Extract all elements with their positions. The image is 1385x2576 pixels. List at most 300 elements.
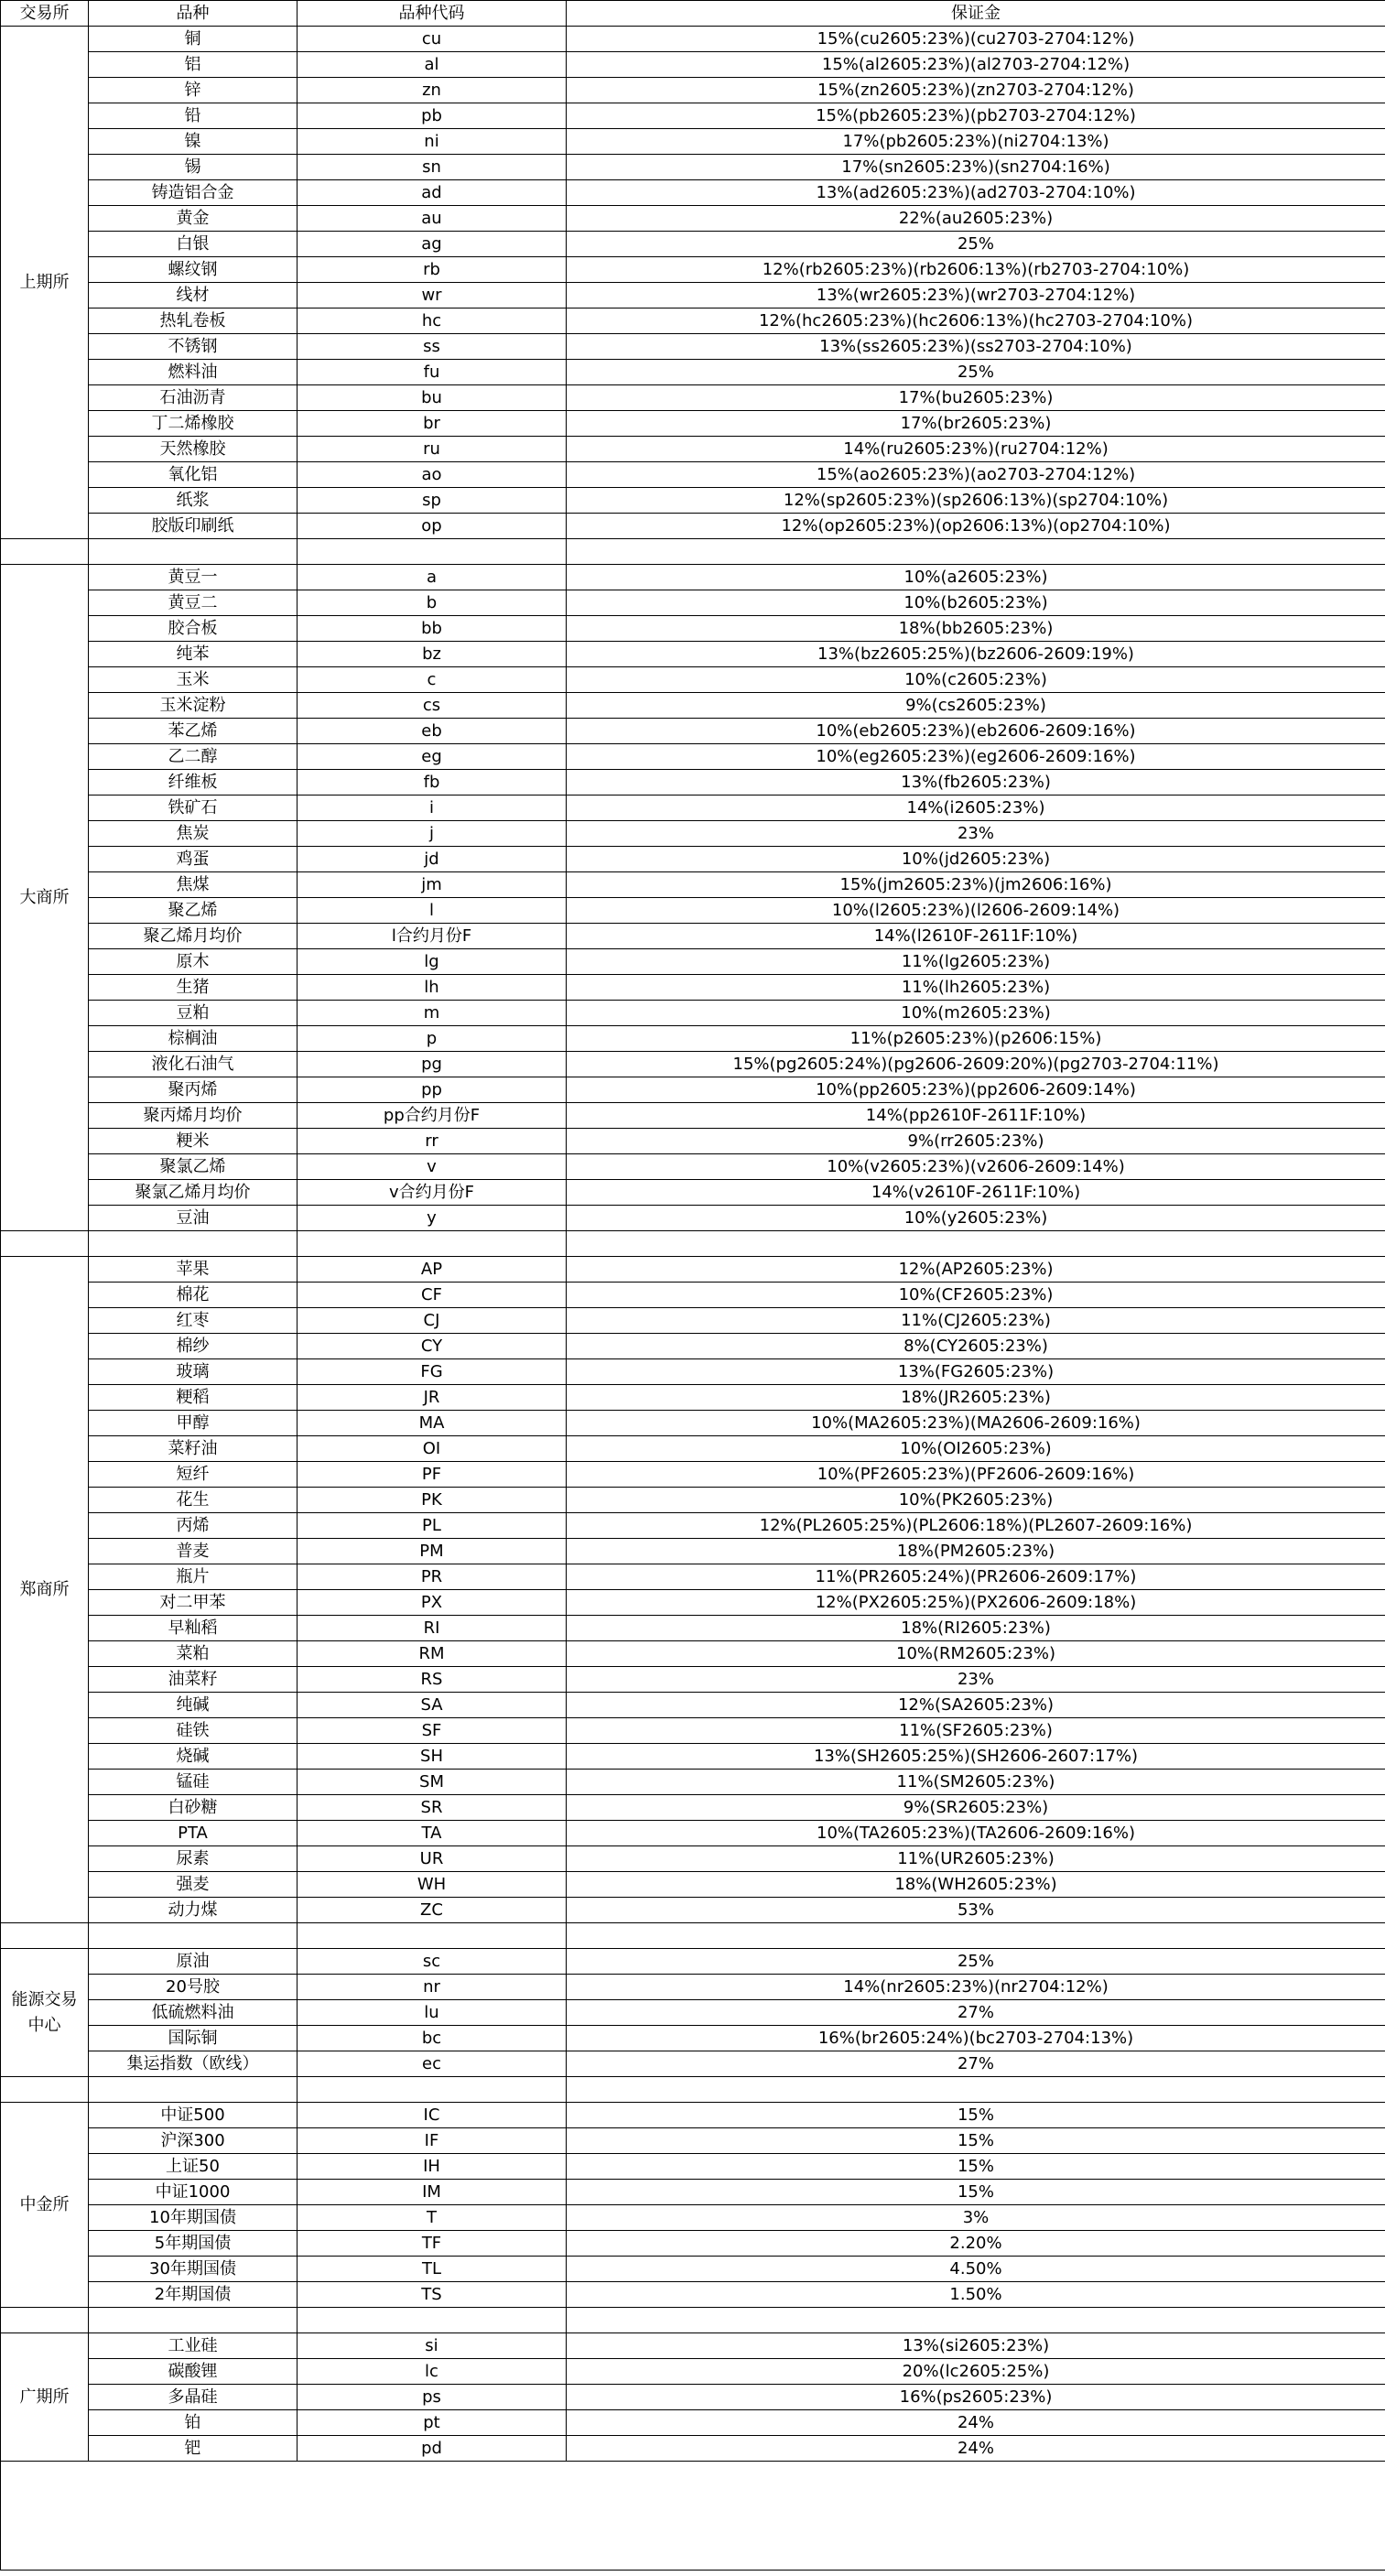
variety-cell: 氧化铝 (89, 462, 298, 488)
table-row (1, 1385, 1385, 1411)
code-cell: pt (298, 2410, 567, 2436)
margin-cell: 17%(bu2605:23%) (567, 385, 1385, 411)
variety-cell: 鸡蛋 (89, 847, 298, 872)
margin-cell: 14%(ru2605:23%)(ru2704:12%) (567, 437, 1385, 462)
variety-cell: 纸浆 (89, 488, 298, 514)
margin-cell: 14%(v2610F-2611F:10%) (567, 1180, 1385, 1206)
code-cell: i (298, 796, 567, 821)
code-cell: RM (298, 1641, 567, 1667)
variety-cell: 烧碱 (89, 1744, 298, 1770)
empty-cell (1, 2308, 89, 2333)
table-row (1, 2410, 1385, 2436)
code-cell: PL (298, 1513, 567, 1539)
code-cell: sn (298, 155, 567, 180)
margin-cell: 15%(ao2605:23%)(ao2703-2704:12%) (567, 462, 1385, 488)
variety-cell: 菜粕 (89, 1641, 298, 1667)
margin-cell: 14%(i2605:23%) (567, 796, 1385, 821)
variety-cell: 锌 (89, 78, 298, 103)
variety-cell: 上证50 (89, 2154, 298, 2180)
margin-cell: 10%(b2605:23%) (567, 590, 1385, 616)
table-row (1, 411, 1385, 437)
separator-row (1, 1923, 1385, 1949)
variety-cell: 铅 (89, 103, 298, 129)
code-cell: eg (298, 744, 567, 770)
empty-cell (1, 539, 89, 565)
code-cell: si (298, 2333, 567, 2359)
table-row (1, 847, 1385, 872)
table-row (1, 1180, 1385, 1206)
empty-cell (567, 2077, 1385, 2103)
table-row (1, 2180, 1385, 2205)
variety-cell: 热轧卷板 (89, 308, 298, 334)
code-cell: a (298, 565, 567, 590)
margin-cell: 20%(lc2605:25%) (567, 2359, 1385, 2385)
table-row (1, 2282, 1385, 2308)
code-cell: b (298, 590, 567, 616)
margin-cell: 18%(bb2605:23%) (567, 616, 1385, 642)
code-cell: lh (298, 975, 567, 1001)
variety-cell: 聚氯乙烯月均价 (89, 1180, 298, 1206)
code-cell: IM (298, 2180, 567, 2205)
variety-cell: 原油 (89, 1949, 298, 1975)
margin-cell: 13%(bz2605:25%)(bz2606-2609:19%) (567, 642, 1385, 667)
variety-cell: 纯碱 (89, 1693, 298, 1718)
margin-cell: 14%(pp2610F-2611F:10%) (567, 1103, 1385, 1129)
margin-cell: 15%(al2605:23%)(al2703-2704:12%) (567, 52, 1385, 78)
variety-cell: 铁矿石 (89, 796, 298, 821)
variety-cell: 尿素 (89, 1846, 298, 1872)
margin-cell: 9%(cs2605:23%) (567, 693, 1385, 719)
margin-cell: 15%(pg2605:24%)(pg2606-2609:20%)(pg2703-2704:11%) (567, 1052, 1385, 1077)
margin-cell: 10%(RM2605:23%) (567, 1641, 1385, 1667)
code-cell: TF (298, 2231, 567, 2257)
margin-cell: 24% (567, 2410, 1385, 2436)
table-row (1, 667, 1385, 693)
code-cell: ps (298, 2385, 567, 2410)
table-row (1, 2436, 1385, 2462)
table-row (1, 1436, 1385, 1462)
variety-cell: 铸造铝合金 (89, 180, 298, 206)
variety-cell: 钯 (89, 2436, 298, 2462)
table-row (1, 360, 1385, 385)
variety-cell: 液化石油气 (89, 1052, 298, 1077)
variety-cell: 30年期国债 (89, 2257, 298, 2282)
margin-cell: 13%(fb2605:23%) (567, 770, 1385, 796)
margin-cell: 13%(ss2605:23%)(ss2703-2704:10%) (567, 334, 1385, 360)
table-row (1, 1949, 1385, 1975)
code-cell: ec (298, 2051, 567, 2077)
footer-empty-row (1, 2462, 1385, 2571)
variety-cell: 黄豆一 (89, 565, 298, 590)
code-cell: pd (298, 2436, 567, 2462)
table-row (1, 898, 1385, 924)
code-cell: bb (298, 616, 567, 642)
code-cell: rb (298, 257, 567, 283)
margin-cell: 13%(SH2605:25%)(SH2606-2607:17%) (567, 1744, 1385, 1770)
code-cell: JR (298, 1385, 567, 1411)
table-row (1, 1001, 1385, 1026)
margin-cell: 10%(eb2605:23%)(eb2606-2609:16%) (567, 719, 1385, 744)
margin-cell: 17%(br2605:23%) (567, 411, 1385, 437)
code-cell: rr (298, 1129, 567, 1154)
table-row (1, 488, 1385, 514)
separator-row (1, 2308, 1385, 2333)
table-row (1, 1462, 1385, 1488)
exchange-cell: 广期所 (1, 2333, 89, 2462)
code-cell: ni (298, 129, 567, 155)
margin-cell: 11%(lg2605:23%) (567, 949, 1385, 975)
variety-cell: 聚丙烯 (89, 1077, 298, 1103)
variety-cell: 白砂糖 (89, 1795, 298, 1821)
margin-cell: 10%(OI2605:23%) (567, 1436, 1385, 1462)
variety-cell: 集运指数（欧线） (89, 2051, 298, 2077)
code-cell: hc (298, 308, 567, 334)
exchange-cell: 郑商所 (1, 1257, 89, 1923)
margin-cell: 10%(m2605:23%) (567, 1001, 1385, 1026)
code-cell: lc (298, 2359, 567, 2385)
table-row (1, 308, 1385, 334)
table-row (1, 2205, 1385, 2231)
table-row (1, 1667, 1385, 1693)
margin-cell: 8%(CY2605:23%) (567, 1334, 1385, 1359)
code-cell: PK (298, 1488, 567, 1513)
table-row (1, 1641, 1385, 1667)
variety-cell: 多晶硅 (89, 2385, 298, 2410)
code-cell: eb (298, 719, 567, 744)
code-cell: cu (298, 27, 567, 52)
variety-cell: 粳米 (89, 1129, 298, 1154)
margin-cell: 15%(jm2605:23%)(jm2606:16%) (567, 872, 1385, 898)
separator-row (1, 539, 1385, 565)
margin-cell: 25% (567, 1949, 1385, 1975)
code-cell: fu (298, 360, 567, 385)
table-row (1, 1616, 1385, 1641)
table-row (1, 1283, 1385, 1308)
margin-cell: 3% (567, 2205, 1385, 2231)
exchange-cell: 大商所 (1, 565, 89, 1231)
variety-cell: 短纤 (89, 1462, 298, 1488)
empty-cell (567, 1923, 1385, 1949)
exchange-cell: 能源交易中心 (1, 1949, 89, 2077)
code-cell: OI (298, 1436, 567, 1462)
table-row (1, 1359, 1385, 1385)
variety-cell: 棕榈油 (89, 1026, 298, 1052)
margin-cell: 4.50% (567, 2257, 1385, 2282)
variety-cell: 沪深300 (89, 2128, 298, 2154)
table-row (1, 719, 1385, 744)
table-row (1, 257, 1385, 283)
margin-cell: 15% (567, 2103, 1385, 2128)
code-cell: MA (298, 1411, 567, 1436)
code-cell: zn (298, 78, 567, 103)
margin-cell: 11%(UR2605:23%) (567, 1846, 1385, 1872)
margin-cell: 10%(c2605:23%) (567, 667, 1385, 693)
table-row (1, 103, 1385, 129)
code-cell: m (298, 1001, 567, 1026)
variety-cell: 胶合板 (89, 616, 298, 642)
code-cell: au (298, 206, 567, 232)
code-cell: cs (298, 693, 567, 719)
variety-cell: 中证500 (89, 2103, 298, 2128)
margin-cell: 13%(ad2605:23%)(ad2703-2704:10%) (567, 180, 1385, 206)
empty-cell (1, 1923, 89, 1949)
code-cell: pp合约月份F (298, 1103, 567, 1129)
code-cell: y (298, 1206, 567, 1231)
code-cell: T (298, 2205, 567, 2231)
code-cell: lu (298, 2000, 567, 2026)
margin-cell: 10%(a2605:23%) (567, 565, 1385, 590)
code-cell: jm (298, 872, 567, 898)
variety-cell: 线材 (89, 283, 298, 308)
table-row (1, 232, 1385, 257)
table-row (1, 2128, 1385, 2154)
margin-cell: 15%(cu2605:23%)(cu2703-2704:12%) (567, 27, 1385, 52)
code-cell: SF (298, 1718, 567, 1744)
table-row (1, 796, 1385, 821)
margin-cell: 13%(wr2605:23%)(wr2703-2704:12%) (567, 283, 1385, 308)
table-row (1, 744, 1385, 770)
table-row (1, 590, 1385, 616)
table-row (1, 180, 1385, 206)
margin-cell: 12%(op2605:23%)(op2606:13%)(op2704:10%) (567, 514, 1385, 539)
margin-cell: 27% (567, 2051, 1385, 2077)
table-row (1, 1590, 1385, 1616)
separator-row (1, 2077, 1385, 2103)
margin-cell: 15% (567, 2180, 1385, 2205)
variety-cell: 焦炭 (89, 821, 298, 847)
empty-cell (89, 1231, 298, 1257)
margin-cell: 10%(l2605:23%)(l2606-2609:14%) (567, 898, 1385, 924)
code-cell: AP (298, 1257, 567, 1283)
table-row (1, 1872, 1385, 1898)
code-cell: TS (298, 2282, 567, 2308)
variety-cell: 花生 (89, 1488, 298, 1513)
variety-cell: 胶版印刷纸 (89, 514, 298, 539)
variety-cell: 油菜籽 (89, 1667, 298, 1693)
variety-cell: 棉花 (89, 1283, 298, 1308)
margin-cell: 23% (567, 821, 1385, 847)
code-cell: CJ (298, 1308, 567, 1334)
variety-cell: 瓶片 (89, 1564, 298, 1590)
table-row (1, 1206, 1385, 1231)
variety-cell: 2年期国债 (89, 2282, 298, 2308)
margin-cell: 10%(MA2605:23%)(MA2606-2609:16%) (567, 1411, 1385, 1436)
code-cell: ad (298, 180, 567, 206)
empty-cell (1, 2077, 89, 2103)
empty-cell (298, 2308, 567, 2333)
table-row (1, 924, 1385, 949)
table-row (1, 206, 1385, 232)
code-cell: PF (298, 1462, 567, 1488)
variety-cell: 苯乙烯 (89, 719, 298, 744)
margin-cell: 18%(JR2605:23%) (567, 1385, 1385, 1411)
margin-cell: 25% (567, 232, 1385, 257)
variety-cell: 焦煤 (89, 872, 298, 898)
code-cell: l合约月份F (298, 924, 567, 949)
table-row (1, 1308, 1385, 1334)
code-cell: FG (298, 1359, 567, 1385)
margin-cell: 12%(PX2605:25%)(PX2606-2609:18%) (567, 1590, 1385, 1616)
code-cell: op (298, 514, 567, 539)
code-cell: RI (298, 1616, 567, 1641)
variety-cell: 聚氯乙烯 (89, 1154, 298, 1180)
variety-cell: 低硫燃料油 (89, 2000, 298, 2026)
table-row (1, 334, 1385, 360)
code-cell: fb (298, 770, 567, 796)
code-cell: pb (298, 103, 567, 129)
table-row (1, 2154, 1385, 2180)
code-cell: sc (298, 1949, 567, 1975)
variety-cell: 聚丙烯月均价 (89, 1103, 298, 1129)
variety-cell: 纯苯 (89, 642, 298, 667)
header-variety: 品种 (89, 1, 298, 27)
table-row (1, 514, 1385, 539)
table-row (1, 2231, 1385, 2257)
variety-cell: 碳酸锂 (89, 2359, 298, 2385)
margin-cell: 10%(PK2605:23%) (567, 1488, 1385, 1513)
table-row (1, 27, 1385, 52)
table-row (1, 462, 1385, 488)
margin-cell: 15%(pb2605:23%)(pb2703-2704:12%) (567, 103, 1385, 129)
variety-cell: 石油沥青 (89, 385, 298, 411)
variety-cell: 菜籽油 (89, 1436, 298, 1462)
code-cell: SR (298, 1795, 567, 1821)
table-row (1, 437, 1385, 462)
margin-cell: 22%(au2605:23%) (567, 206, 1385, 232)
table-row (1, 2385, 1385, 2410)
code-cell: PR (298, 1564, 567, 1590)
table-row (1, 1513, 1385, 1539)
variety-cell: 红枣 (89, 1308, 298, 1334)
table-row (1, 616, 1385, 642)
table-row (1, 1898, 1385, 1923)
variety-cell: 粳稻 (89, 1385, 298, 1411)
code-cell: c (298, 667, 567, 693)
table-row (1, 2257, 1385, 2282)
variety-cell: 原木 (89, 949, 298, 975)
empty-cell (89, 1923, 298, 1949)
code-cell: l (298, 898, 567, 924)
variety-cell: PTA (89, 1821, 298, 1846)
margin-cell: 12%(sp2605:23%)(sp2606:13%)(sp2704:10%) (567, 488, 1385, 514)
table-row (1, 1154, 1385, 1180)
table-row (1, 1488, 1385, 1513)
code-cell: p (298, 1026, 567, 1052)
margin-cell: 18%(RI2605:23%) (567, 1616, 1385, 1641)
margin-cell: 10%(PF2605:23%)(PF2606-2609:16%) (567, 1462, 1385, 1488)
code-cell: bz (298, 642, 567, 667)
margin-cell: 13%(si2605:23%) (567, 2333, 1385, 2359)
empty-cell (298, 539, 567, 565)
code-cell: sp (298, 488, 567, 514)
margin-cell: 11%(SM2605:23%) (567, 1770, 1385, 1795)
table-row (1, 693, 1385, 719)
code-cell: v合约月份F (298, 1180, 567, 1206)
code-cell: PM (298, 1539, 567, 1564)
code-cell: br (298, 411, 567, 437)
table-row (1, 1411, 1385, 1436)
code-cell: CF (298, 1283, 567, 1308)
table-row (1, 1257, 1385, 1283)
table-row (1, 1539, 1385, 1564)
table-row (1, 52, 1385, 78)
margin-cell: 12%(rb2605:23%)(rb2606:13%)(rb2703-2704:10%) (567, 257, 1385, 283)
variety-cell: 天然橡胶 (89, 437, 298, 462)
table-row (1, 1103, 1385, 1129)
variety-cell: 聚乙烯 (89, 898, 298, 924)
exchange-cell: 上期所 (1, 27, 89, 539)
variety-cell: 棉纱 (89, 1334, 298, 1359)
variety-cell: 苹果 (89, 1257, 298, 1283)
variety-cell: 黄金 (89, 206, 298, 232)
variety-cell: 玉米淀粉 (89, 693, 298, 719)
table-row (1, 1334, 1385, 1359)
empty-cell (89, 2308, 298, 2333)
code-cell: nr (298, 1975, 567, 2000)
empty-cell (298, 1231, 567, 1257)
header-margin: 保证金 (567, 1, 1385, 27)
variety-cell: 普麦 (89, 1539, 298, 1564)
margin-cell: 10%(pp2605:23%)(pp2606-2609:14%) (567, 1077, 1385, 1103)
variety-cell: 镍 (89, 129, 298, 155)
table-row (1, 2026, 1385, 2051)
margin-cell: 11%(p2605:23%)(p2606:15%) (567, 1026, 1385, 1052)
margin-cell: 10%(CF2605:23%) (567, 1283, 1385, 1308)
table-row (1, 949, 1385, 975)
variety-cell: 动力煤 (89, 1898, 298, 1923)
separator-row (1, 1231, 1385, 1257)
code-cell: RS (298, 1667, 567, 1693)
header-row (1, 1, 1385, 27)
empty-cell (567, 2308, 1385, 2333)
margin-cell: 10%(v2605:23%)(v2606-2609:14%) (567, 1154, 1385, 1180)
table-row (1, 872, 1385, 898)
table-row (1, 129, 1385, 155)
margin-cell: 11%(lh2605:23%) (567, 975, 1385, 1001)
code-cell: WH (298, 1872, 567, 1898)
margin-cell: 11%(SF2605:23%) (567, 1718, 1385, 1744)
empty-cell (298, 1923, 567, 1949)
table-row (1, 2051, 1385, 2077)
code-cell: IC (298, 2103, 567, 2128)
table-row (1, 385, 1385, 411)
margin-cell: 16%(ps2605:23%) (567, 2385, 1385, 2410)
code-cell: pp (298, 1077, 567, 1103)
margin-cell: 1.50% (567, 2282, 1385, 2308)
code-cell: bc (298, 2026, 567, 2051)
table-row (1, 642, 1385, 667)
code-cell: ao (298, 462, 567, 488)
margin-cell: 17%(sn2605:23%)(sn2704:16%) (567, 155, 1385, 180)
margin-cell: 15%(zn2605:23%)(zn2703-2704:12%) (567, 78, 1385, 103)
code-cell: lg (298, 949, 567, 975)
table-row (1, 2103, 1385, 2128)
table-row (1, 770, 1385, 796)
table-row (1, 565, 1385, 590)
variety-cell: 玻璃 (89, 1359, 298, 1385)
variety-cell: 聚乙烯月均价 (89, 924, 298, 949)
margin-cell: 15% (567, 2128, 1385, 2154)
variety-cell: 玉米 (89, 667, 298, 693)
margin-cell: 12%(PL2605:25%)(PL2606:18%)(PL2607-2609:16%) (567, 1513, 1385, 1539)
variety-cell: 丁二烯橡胶 (89, 411, 298, 437)
margin-cell: 11%(CJ2605:23%) (567, 1308, 1385, 1334)
variety-cell: 10年期国债 (89, 2205, 298, 2231)
margin-cell: 18%(PM2605:23%) (567, 1539, 1385, 1564)
code-cell: ru (298, 437, 567, 462)
margin-cell: 11%(PR2605:24%)(PR2606-2609:17%) (567, 1564, 1385, 1590)
margin-cell: 10%(TA2605:23%)(TA2606-2609:16%) (567, 1821, 1385, 1846)
